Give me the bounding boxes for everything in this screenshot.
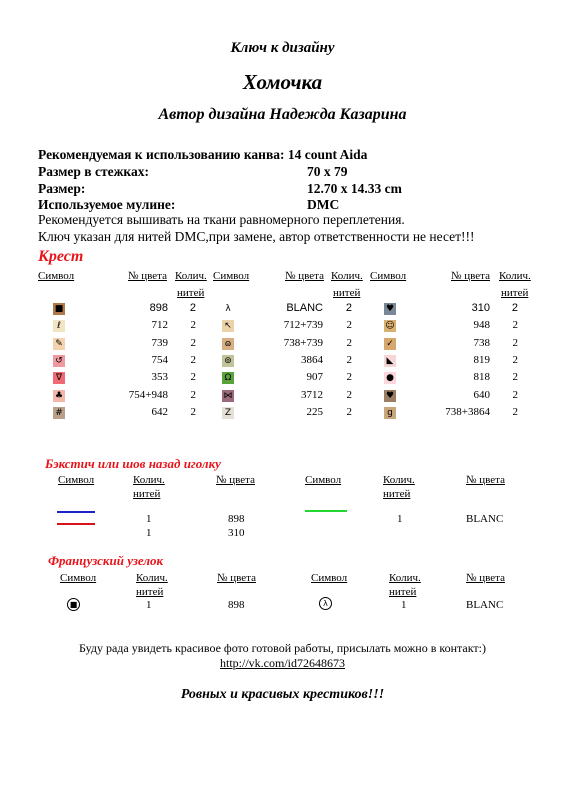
floss-label: Используемое мулине: [38,197,176,212]
fk-header-color-right: № цвета [466,572,505,584]
quill-icon: ✎ [53,338,65,350]
cross-count-4-1: 2 [346,371,352,384]
cross-header-count2-2: нитей [501,287,529,299]
return-icon: ↺ [53,355,65,367]
cross-header-color-0: № цвета [128,270,167,282]
note-fabric: Рекомендуется вышивать на ткани равномерного переплетения. [38,212,405,227]
face-icon: ☺ [385,321,395,332]
cross-count-1-1: 2 [346,319,352,332]
cross-header-symbol-2: Символ [370,270,407,282]
bs-header-color-right: № цвета [466,474,505,486]
cross-count-2-1: 2 [346,336,352,349]
lambda-icon: λ [222,303,234,315]
heart-icon: ♥ [385,390,395,401]
omega-icon: Ω [222,372,234,384]
cross-count-0-2: 2 [511,302,518,314]
cross-color-4-1: 907 [306,371,323,384]
cross-count-2-0: 2 [190,336,196,349]
cross-header-count2-1: нитей [333,287,361,299]
cross-color-6-1: 225 [306,405,323,418]
cross-header-color-1: № цвета [285,270,324,282]
size-value: 12.70 x 14.33 cm [307,181,402,196]
cross-count-5-1: 2 [346,388,352,401]
cross-color-4-0: 353 [151,371,168,384]
cross-color-6-0: 642 [151,405,168,418]
canvas-label: Рекомендуемая к использованию канва [38,147,280,162]
cross-count-1-0: 2 [190,319,196,332]
cross-color-2-0: 739 [151,336,168,349]
french-knot-filled-icon: ■ [67,598,80,611]
canvas-spec [38,147,367,163]
cross-color-5-2: 640 [473,388,490,401]
fk-header-symbol-left: Символ [60,572,97,584]
cross-count-6-2: 2 [512,405,518,418]
french-title: Французский узелок [48,553,164,568]
bs-header-count-right: Колич. [383,474,415,486]
fk-color-left: 898 [228,599,245,611]
key-title: Ключ к дизайну [230,40,335,56]
cross-count-0-1: 2 [345,302,352,314]
vk-link[interactable]: http://vk.com/id72648673 [220,656,345,670]
fk-count-right: 1 [401,599,407,611]
bs-color-r0: BLANC [466,513,504,525]
bs-count-r0: 1 [397,513,403,525]
cross-count-5-0: 2 [190,388,196,401]
cross-title: Крест [38,248,84,265]
cross-header-count2-0: нитей [177,287,205,299]
floss-value: DMC [307,197,340,212]
cross-color-1-0: 712 [151,319,168,332]
bs-header-count-left: Колич. [133,474,165,486]
club-icon: ♣ [54,390,64,401]
backstitch-line-red [57,523,95,525]
bs-header-count2-right: нитей [383,488,411,500]
check-icon: ✓ [384,338,396,350]
g-letter-icon: g [384,407,396,419]
squiggle-icon: ℓ [53,320,65,332]
cross-header-color-2: № цвета [451,270,490,282]
cross-color-0-1: BLANC [286,302,323,314]
bs-header-count2-left: нитей [133,488,161,500]
cross-count-4-2: 2 [512,371,518,384]
note-dmc: Ключ указан для нитей DMC,при замене, автор ответственности не несет!!! [38,229,475,244]
heart-down-icon: ♥ [385,304,395,314]
fk-header-count-right: Колич. [389,572,421,584]
backstitch-title: Бэкстич или шов назад иголку [45,456,221,471]
cross-color-6-2: 738+3864 [445,405,490,418]
author-line: Автор дизайна Надежда Казарина [158,106,407,123]
fk-color-right: BLANC [466,599,504,611]
cross-color-0-2: 310 [471,302,490,314]
cross-count-6-1: 2 [346,405,352,418]
cross-color-2-1: 738+739 [283,336,323,349]
fk-header-count-left: Колич. [136,572,168,584]
closing-wish: Ровных и красивых крестиков!!! [180,687,385,702]
french-knot-lambda-icon: λ [319,597,332,610]
cross-count-4-0: 2 [190,371,196,384]
photo-note: Буду рада увидеть красивое фото готовой работы, присылать можно в контакт:) [79,641,486,655]
cross-color-1-2: 948 [473,319,490,332]
cross-header-count-0: Колич. [175,270,207,282]
cross-color-5-1: 3712 [301,388,323,401]
bs-count-0: 1 [146,513,152,525]
hash-icon: # [53,407,65,419]
size-label: Размер: [38,181,86,196]
cross-color-3-0: 754 [151,353,168,366]
z-letter-icon: Z [222,407,234,419]
cross-color-0-0: 898 [149,302,168,314]
fk-count-left: 1 [146,599,152,611]
cross-color-5-0: 754+948 [128,388,168,401]
bs-color-1: 310 [228,527,245,539]
cross-count-3-0: 2 [190,353,196,366]
black-square-icon: ■ [54,304,64,314]
triangle-down-icon: ∇ [53,372,65,384]
bs-color-0: 898 [228,513,245,525]
cross-header-count-2: Колич. [499,270,531,282]
canvas-value: : 14 count Aida [280,147,368,162]
stitches-value: 70 x 79 [307,164,348,179]
cross-count-2-2: 2 [512,336,518,349]
swirl-icon: ⊚ [222,355,234,367]
wand-icon: ↖ [222,320,234,332]
cross-count-3-1: 2 [346,353,352,366]
design-name: Хомочка [242,70,323,94]
cross-color-1-1: 712+739 [283,319,323,332]
backstitch-line-blue [57,511,95,513]
bs-count-1: 1 [146,527,152,539]
cat-icon: ɷ [222,338,234,350]
cross-count-1-2: 2 [512,319,518,332]
cross-color-2-2: 738 [473,336,490,349]
fk-header-symbol-right: Символ [311,572,348,584]
cross-count-3-2: 2 [512,353,518,366]
cross-count-6-0: 2 [190,405,196,418]
cross-header-symbol-1: Символ [213,270,250,282]
fk-header-count2-right: нитей [389,586,417,598]
fk-header-color-left: № цвета [217,572,256,584]
cross-header-symbol-0: Символ [38,270,75,282]
cross-count-5-2: 2 [512,388,518,401]
bs-header-symbol-left: Символ [58,474,95,486]
bowtie-icon: ⋈ [223,390,233,401]
cross-color-3-1: 3864 [301,353,323,366]
cross-color-4-2: 818 [473,371,490,384]
cross-color-3-2: 819 [473,353,490,366]
fk-header-count2-left: нитей [136,586,164,598]
cross-count-0-0: 2 [189,302,196,314]
bs-header-symbol-right: Символ [305,474,342,486]
triangle-icon: ◣ [384,355,396,367]
bs-header-color-left: № цвета [216,474,255,486]
backstitch-line-green [305,510,347,512]
cross-header-count-1: Колич. [331,270,363,282]
drop-icon: ● [384,372,396,384]
stitches-label: Размер в стежках: [38,164,149,179]
